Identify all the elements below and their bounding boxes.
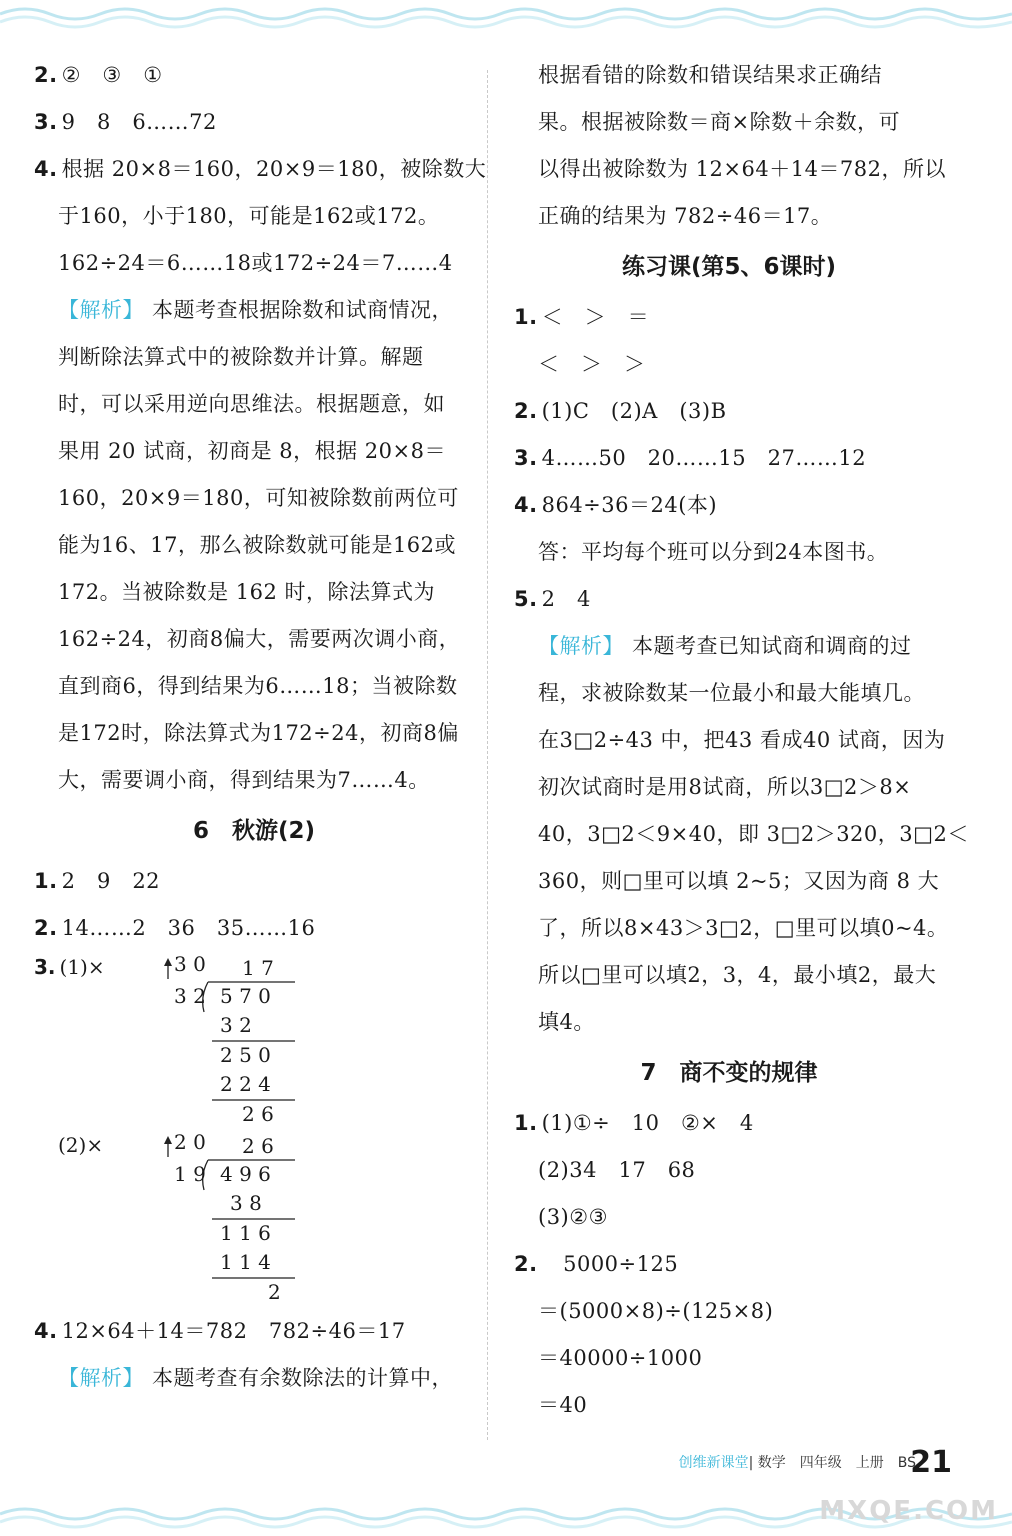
answer-line: 2. 14……2 36 35……16 [34, 916, 316, 940]
answer-line: 4. 根据 20×8＝160，20×9＝180，被除数大 [34, 157, 487, 181]
analysis-line: 40，3□2＜9×40，即 3□2＞320，3□2＜ [538, 822, 969, 846]
watermark: MXQE.COM [819, 1496, 998, 1526]
answer-line: 1. (1)①÷ 10 ②× 4 [514, 1111, 754, 1135]
division-figure [120, 952, 360, 1128]
right-column [514, 52, 969, 1429]
trial-quotient: 2 0 [174, 1130, 206, 1154]
analysis-line: 正确的结果为 782÷46＝17。 [538, 204, 833, 228]
division-bracket [120, 952, 360, 1128]
analysis-line: 初次试商时是用8试商，所以3□2＞8× [538, 775, 912, 799]
answer-line: 于160，小于180，可能是162或172。 [58, 204, 440, 228]
column-divider [487, 70, 488, 1440]
answer-line: ＝(5000×8)÷(125×8) [538, 1299, 774, 1323]
quotient: 2 6 [242, 1134, 274, 1158]
divisor: 1 9 [174, 1162, 206, 1186]
analysis-line: 在3□2÷43 中，把43 看成40 试商，因为 [538, 728, 946, 752]
analysis-line: 程，求被除数某一位最小和最大能填几。 [538, 681, 925, 705]
answer-line: 162÷24＝6……18或172÷24＝7……4 [58, 251, 453, 275]
answer-line: 4. 864÷36＝24(本) [514, 493, 718, 517]
analysis-line: 【解析】 本题考查根据除数和试商情况， [58, 298, 453, 322]
analysis-line: 【解析】 本题考查有余数除法的计算中， [58, 1366, 453, 1390]
analysis-tag: 【解析】 [538, 634, 624, 658]
answer-line: 2. (1)C (2)A (3)B [514, 399, 727, 423]
answer-line: 5. 2 4 [514, 587, 591, 611]
division-bracket [120, 1130, 360, 1306]
page-number: 21 [910, 1445, 952, 1480]
long-division-1: 3. (1)× 3 0 1 7 3 2 5 7 0 3 2 2 5 0 2 2 4 2 6 [34, 952, 474, 1130]
analysis-line: 能为16、17，那么被除数就可能是162或 [58, 533, 457, 557]
section-heading-6: 6 秋游(2) [192, 818, 316, 844]
answer-line: ＜ ＞ ＞ [538, 352, 646, 376]
analysis-tag: 【解析】 [58, 1366, 144, 1390]
step-row: 1 1 6 [220, 1221, 271, 1245]
step-row: 2 5 0 [220, 1043, 271, 1067]
remainder: 2 6 [242, 1102, 274, 1126]
analysis-line: 时，可以采用逆向思维法。根据题意，如 [58, 392, 445, 416]
divisor: 3 2 [174, 984, 206, 1008]
step-row: 3 2 [220, 1013, 252, 1037]
answer-line: 2. ② ③ ① [34, 63, 163, 87]
analysis-line: 是172时，除法算式为172÷24，初商8偏 [58, 721, 459, 745]
analysis-line: 填4。 [538, 1010, 595, 1034]
footer-brand: 创维新课堂| 数学 四年级 上册 BS [678, 1455, 916, 1471]
answer-line: 4. 12×64＋14＝782 782÷46＝17 [34, 1319, 406, 1343]
section-heading-7: 7 商不变的规律 [640, 1060, 818, 1086]
answer-line: 3. 4……50 20……15 27……12 [514, 446, 867, 470]
analysis-tag: 【解析】 [58, 298, 144, 322]
analysis-line: 172。当被除数是 162 时，除法算式为 [58, 580, 436, 604]
analysis-line: 果用 20 试商，初商是 8，根据 20×8＝ [58, 439, 446, 463]
division-figure [120, 1130, 360, 1306]
step-row: 3 8 [230, 1191, 262, 1215]
top-wave-border [0, 0, 1012, 40]
long-division-2: (2)× 2 0 2 6 1 9 4 9 6 3 8 1 1 6 1 1 4 2 [34, 1130, 474, 1308]
analysis-line: 所以□里可以填2，3，4，最小填2，最大 [538, 963, 937, 987]
trial-quotient: 3 0 [174, 952, 206, 976]
section-heading-practice: 练习课(第5、6课时) [621, 254, 837, 280]
answer-line: 答：平均每个班可以分到24本图书。 [538, 540, 889, 564]
answer-line: (3)②③ [538, 1205, 608, 1229]
analysis-line: 【解析】 本题考查已知试商和调商的过 [538, 634, 912, 658]
dividend: 4 9 6 [220, 1162, 271, 1186]
answer-line: ＝40 [538, 1393, 588, 1417]
analysis-line: 了，所以8×43＞3□2，□里可以填0~4。 [538, 916, 949, 940]
dividend: 5 7 0 [220, 984, 271, 1008]
analysis-line: 直到商6，得到结果为6……18；当被除数 [58, 674, 458, 698]
analysis-line: 160，20×9＝180，可知被除数前两位可 [58, 486, 459, 510]
analysis-line: 判断除法算式中的被除数并计算。解题 [58, 345, 424, 369]
analysis-line: 果。根据被除数＝商×除数＋余数，可 [538, 110, 901, 134]
step-row: 1 1 4 [220, 1250, 271, 1274]
remainder: 2 [268, 1280, 281, 1304]
answer-line: 1. 2 9 22 [34, 869, 161, 893]
step-row: 2 2 4 [220, 1072, 271, 1096]
analysis-line: 360，则□里可以填 2~5；又因为商 8 大 [538, 869, 940, 893]
analysis-line: 大，需要调小商，得到结果为7……4。 [58, 768, 430, 792]
analysis-line: 以得出被除数为 12×64＋14＝782，所以 [538, 157, 947, 181]
answer-line: ＝40000÷1000 [538, 1346, 703, 1370]
analysis-line: 162÷24，初商8偏大，需要两次调小商， [58, 627, 461, 651]
analysis-line: 根据看错的除数和错误结果求正确结 [538, 63, 882, 87]
answer-line: (2)34 17 68 [538, 1158, 696, 1182]
answer-line: 1. ＜ ＞ ＝ [514, 305, 650, 329]
answer-line: 2. 5000÷125 [514, 1252, 679, 1276]
quotient: 1 7 [242, 956, 274, 980]
left-column [34, 52, 487, 1402]
answer-line: 3. 9 8 6……72 [34, 110, 217, 134]
